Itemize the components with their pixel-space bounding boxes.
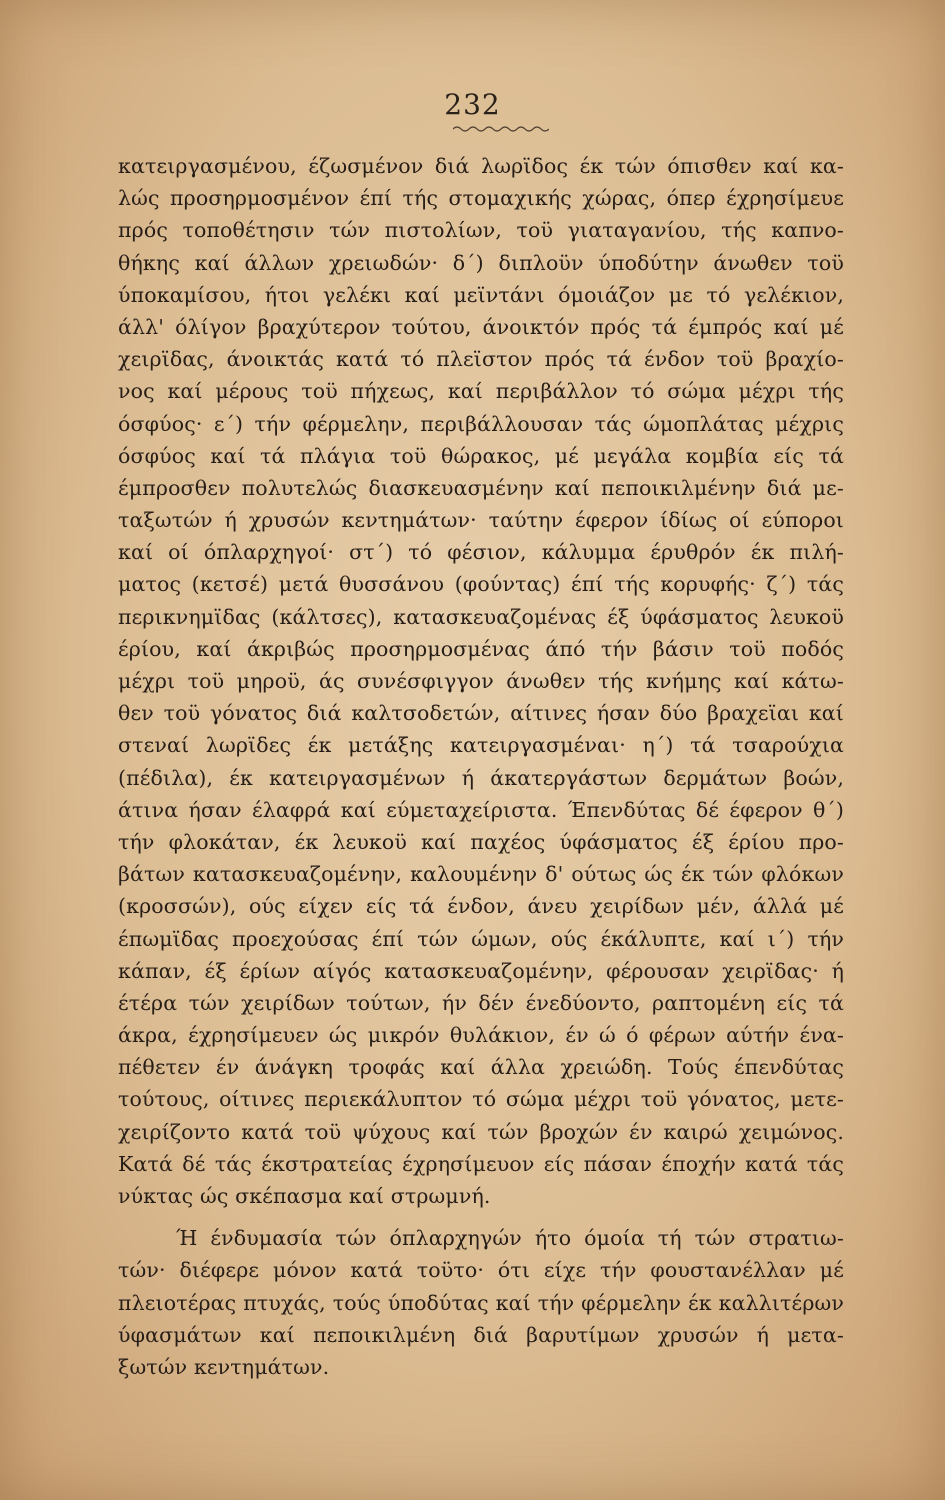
text-line: πέθετεν έν άνάγκη τροφάς καί άλλα χρειώδη. Τούς έπενδύτας: [118, 1055, 844, 1080]
wavy-rule-ornament: [453, 124, 549, 134]
text-line: ταξωτών ή χρυσών κεντημάτων· ταύτην έφερον ίδίως οί εύποροι: [118, 508, 844, 533]
text-line: πρός τοποθέτησιν τών πιστολίων, τοϋ γιαταγανίου, τής καπνο-: [118, 218, 844, 243]
text-line: έμπροσθεν πολυτελώς διασκευασμένην καί πεποικιλμένην διά με-: [118, 475, 844, 500]
text-line: Κατά δέ τάς έκστρατείας έχρησίμευον είς πάσαν έποχήν κατά τάς: [118, 1151, 844, 1176]
text-line: άτινα ήσαν έλαφρά καί εύμεταχείριστα. Έπενδύτας δέ έφερον θ΄): [118, 797, 844, 822]
text-line: θήκης καί άλλων χρειωδών· δ΄) διπλοϋν ύποδύτην άνωθεν τοϋ: [118, 250, 844, 275]
text-line: τήν φλοκάταν, έκ λευκοϋ καί παχέος ύφάσματος έξ έρίου προ-: [118, 829, 844, 854]
text-line: έπωμϊδας προεχούσας έπί τών ώμων, ούς έκάλυπτε, καί ι΄) τήν: [118, 926, 844, 951]
text-line: καί οί όπλαρχηγοί· στ΄) τό φέσιον, κάλυμμα έρυθρόν έκ πιλή-: [118, 540, 844, 565]
page-number: 232: [444, 88, 501, 121]
text-line: λώς προσηρμοσμένον έπί τής στομαχικής χώρας, όπερ έχρησίμευε: [118, 186, 844, 211]
text-line: χειρίζοντο κατά τοϋ ψύχους καί τών βροχών έν καιρώ χειμώνος.: [118, 1119, 844, 1144]
text-line: (κροσσών), ούς είχεν είς τά ένδον, άνευ χειρίδων μέν, άλλά μέ: [118, 894, 844, 919]
text-line: έτέρα τών χειρίδων τούτων, ήν δέν ένεδύοντο, ραπτομένη είς τά: [118, 990, 844, 1015]
text-line: άλλ' όλίγον βραχύτερον τούτου, άνοικτόν πρός τά έμπρός καί μέ: [118, 314, 844, 339]
text-line: όσφύος καί τά πλάγια τοϋ θώρακος, μέ μεγάλα κομβία είς τά: [118, 443, 844, 468]
text-line: άκρα, έχρησίμευεν ώς μικρόν θυλάκιον, έν ώ ό φέρων αύτήν ένα-: [118, 1023, 844, 1048]
text-line: ύφασμάτων καί πεποικιλμένη διά βαρυτίμων χρυσών ή μετα-: [118, 1322, 844, 1347]
text-line: τούτους, οίτινες περιεκάλυπτον τό σώμα μέχρι τοϋ γόνατος, μετε-: [118, 1087, 844, 1112]
text-line: (πέδιλα), έκ κατειργασμένων ή άκατεργάστων δερμάτων βοών,: [118, 765, 844, 790]
text-line: όσφύος· ε΄) τήν φέρμελην, περιβάλλουσαν τάς ώμοπλάτας μέχρις: [118, 411, 844, 436]
text-line: βάτων κατασκευαζομένην, καλουμένην δ' ούτως ώς έκ τών φλόκων: [118, 862, 844, 887]
text-line: ματος (κετσέ) μετά θυσσάνου (φούντας) έπί τής κορυφής· ζ΄) τάς: [118, 572, 844, 597]
text-line: ξωτών κεντημάτων.: [118, 1354, 330, 1379]
text-line: τών· διέφερε μόνον κατά τοϋτο· ότι είχε τήν φουστανέλλαν μέ: [118, 1258, 844, 1283]
text-line: νύκτας ώς σκέπασμα καί στρωμνή.: [118, 1184, 491, 1208]
text-line: θεν τοϋ γόνατος διά καλτσοδετών, αίτινες ήσαν δύο βραχεϊαι καί: [118, 701, 844, 726]
text-line: στεναί λωρϊδες έκ μετάξης κατειργασμέναι· η΄) τά τσαρούχια: [118, 733, 844, 758]
text-line: πλειοτέρας πτυχάς, τούς ύποδύτας καί τήν φέρμελην έκ καλλιτέρων: [118, 1290, 844, 1315]
text-line: κάπαν, έξ έρίων αίγός κατασκευαζομένην, φέρουσαν χειρϊδας· ή: [118, 958, 844, 983]
body-text: [118, 150, 844, 1383]
text-line: μέχρι τοϋ μηροϋ, άς συνέσφιγγον άνωθεν τής κνήμης καί κάτω-: [118, 669, 844, 693]
text-line: χειρϊδας, άνοικτάς κατά τό πλεϊστον πρός τά ένδον τοϋ βραχίο-: [118, 347, 844, 372]
text-line: Ή ένδυμασία τών όπλαρχηγών ήτο όμοία τή τών στρατιω-: [176, 1226, 844, 1251]
text-line: έρίου, καί άκριβώς προσηρμοσμένας άπό τήν βάσιν τοϋ ποδός: [118, 636, 844, 661]
text-line: κατειργασμένου, έζωσμένον διά λωρϊδος έκ τών όπισθεν καί κα-: [118, 154, 844, 178]
paragraph-gap: [118, 1212, 844, 1222]
text-line: νος καί μέρους τοϋ πήχεως, καί περιβάλλον τό σώμα μέχρι τής: [118, 379, 844, 404]
text-line: περικνημϊδας (κάλτσες), κατασκευαζομένας έξ ύφάσματος λευκοϋ: [118, 604, 844, 629]
text-line: ύποκαμίσου, ήτοι γελέκι καί μεϊντάνι όμοιάζον με τό γελέκιον,: [118, 282, 844, 307]
